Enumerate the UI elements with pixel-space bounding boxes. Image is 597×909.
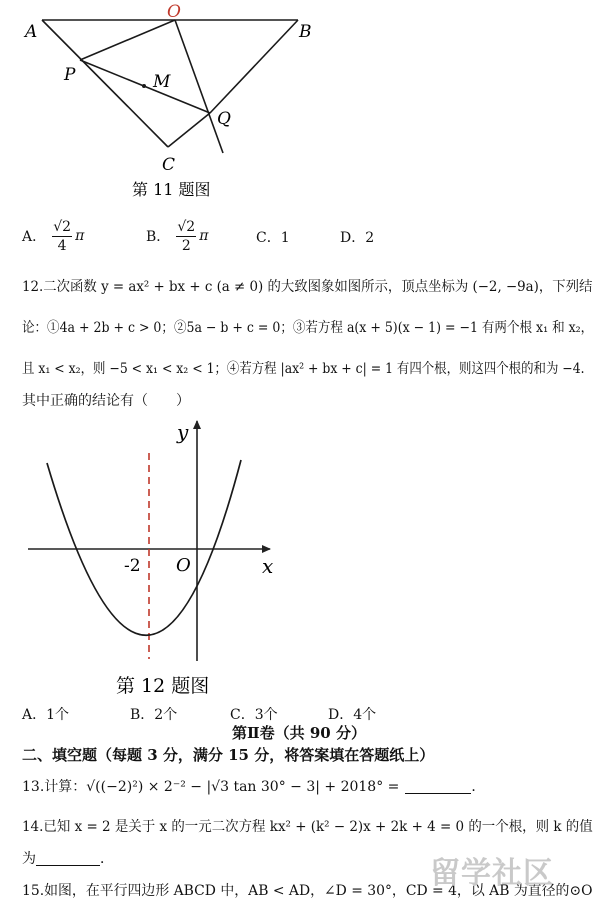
q15-line-1: 15.如图，在平行四边形 ABCD 中，AB < AD，∠D = 30°，CD = 4，以 AB 为直径的⊙O <box>22 883 593 899</box>
option-value: 1 <box>280 230 290 246</box>
q14-suffix: ． <box>100 851 114 867</box>
fraction-numerator: √2 <box>53 218 72 235</box>
q14-line-2 <box>22 850 114 868</box>
figure-11 <box>20 0 320 205</box>
q12-line-2: 论：①4a + 2b + c > 0；②5a − b + c = 0；③若方程 a(x + 5)(x − 1) = −1 有两个根 x₁ 和 x₂， <box>22 320 594 336</box>
pi-symbol: π <box>75 228 85 244</box>
figure-12 <box>20 415 300 705</box>
q11-option-a <box>22 213 84 259</box>
segment-bq <box>210 20 298 113</box>
x-axis-label: x <box>262 554 274 578</box>
q12-option-c: C．3个 <box>230 707 278 723</box>
label-c: C <box>162 155 176 175</box>
fraction <box>176 218 196 255</box>
segment-op <box>80 20 175 60</box>
option-letter: C． <box>256 230 281 246</box>
section-title: 第Ⅱ卷（共 90 分） <box>232 724 366 742</box>
pi-symbol: π <box>199 228 209 244</box>
q13-line <box>22 778 485 796</box>
q14-answer-blank[interactable] <box>36 851 100 866</box>
label-b: B <box>299 22 312 42</box>
watermark: 留学社区 <box>430 856 554 891</box>
fraction <box>52 218 72 255</box>
origin-label: O <box>176 555 191 576</box>
q14-prefix: 为 <box>22 851 36 867</box>
q13-expression: √((−2)²) × 2⁻² − |√3 tan 30° − 3| + 2018° = <box>86 779 400 795</box>
segment-ac <box>42 20 168 147</box>
q12-line-4: 其中正确的结论有（ ） <box>22 393 190 409</box>
parabola-curve <box>47 460 241 635</box>
q13-answer-blank[interactable] <box>405 779 471 794</box>
q11-option-b <box>146 213 209 259</box>
q12-option-b: B．2个 <box>130 707 178 723</box>
point-m <box>142 84 146 88</box>
figure-11-caption: 第 11 题图 <box>132 180 211 199</box>
segment-qc <box>168 113 210 147</box>
fraction-denominator: 4 <box>57 237 67 254</box>
fraction-numerator: √2 <box>177 218 196 235</box>
q11-option-d <box>340 227 374 247</box>
part-2-heading: 二、填空题（每题 3 分，满分 15 分，将答案填在答题纸上） <box>22 746 435 764</box>
option-letter: B． <box>146 229 171 245</box>
q12-option-a: A．1个 <box>22 707 70 723</box>
q12-line-1: 12.二次函数 y = ax² + bx + c (a ≠ 0) 的大致图象如图所示，顶点坐标为 (−2, −9a)，下列结 <box>22 279 593 295</box>
label-a: A <box>25 22 38 42</box>
figure-12-caption: 第 12 题图 <box>116 675 210 697</box>
label-p: P <box>64 65 76 85</box>
label-o: O <box>167 2 181 22</box>
line-oq-extended <box>175 20 223 153</box>
q12-line-3: 且 x₁ < x₂，则 −5 < x₁ < x₂ < 1；④若方程 |ax² + bx + c| = 1 有四个根，则这四个根的和为 −4． <box>22 361 594 377</box>
fraction-denominator: 2 <box>181 237 191 254</box>
option-letter: D． <box>340 230 366 246</box>
q11-option-c <box>256 227 290 247</box>
q12-option-d: D．4个 <box>328 707 377 723</box>
y-axis-label: y <box>177 420 189 444</box>
label-m: M <box>153 72 171 92</box>
option-letter: A． <box>22 229 47 245</box>
tick-label-neg2: -2 <box>124 556 141 576</box>
option-value: 2 <box>365 230 375 246</box>
q13-suffix: ． <box>471 779 486 795</box>
label-q: Q <box>217 109 231 129</box>
q13-prefix: 13.计算： <box>22 779 87 795</box>
q14-line-1: 14.已知 x = 2 是关于 x 的一元二次方程 kx² + (k² − 2)x + 2k + 4 = 0 的一个根，则 k 的值 <box>22 819 593 835</box>
